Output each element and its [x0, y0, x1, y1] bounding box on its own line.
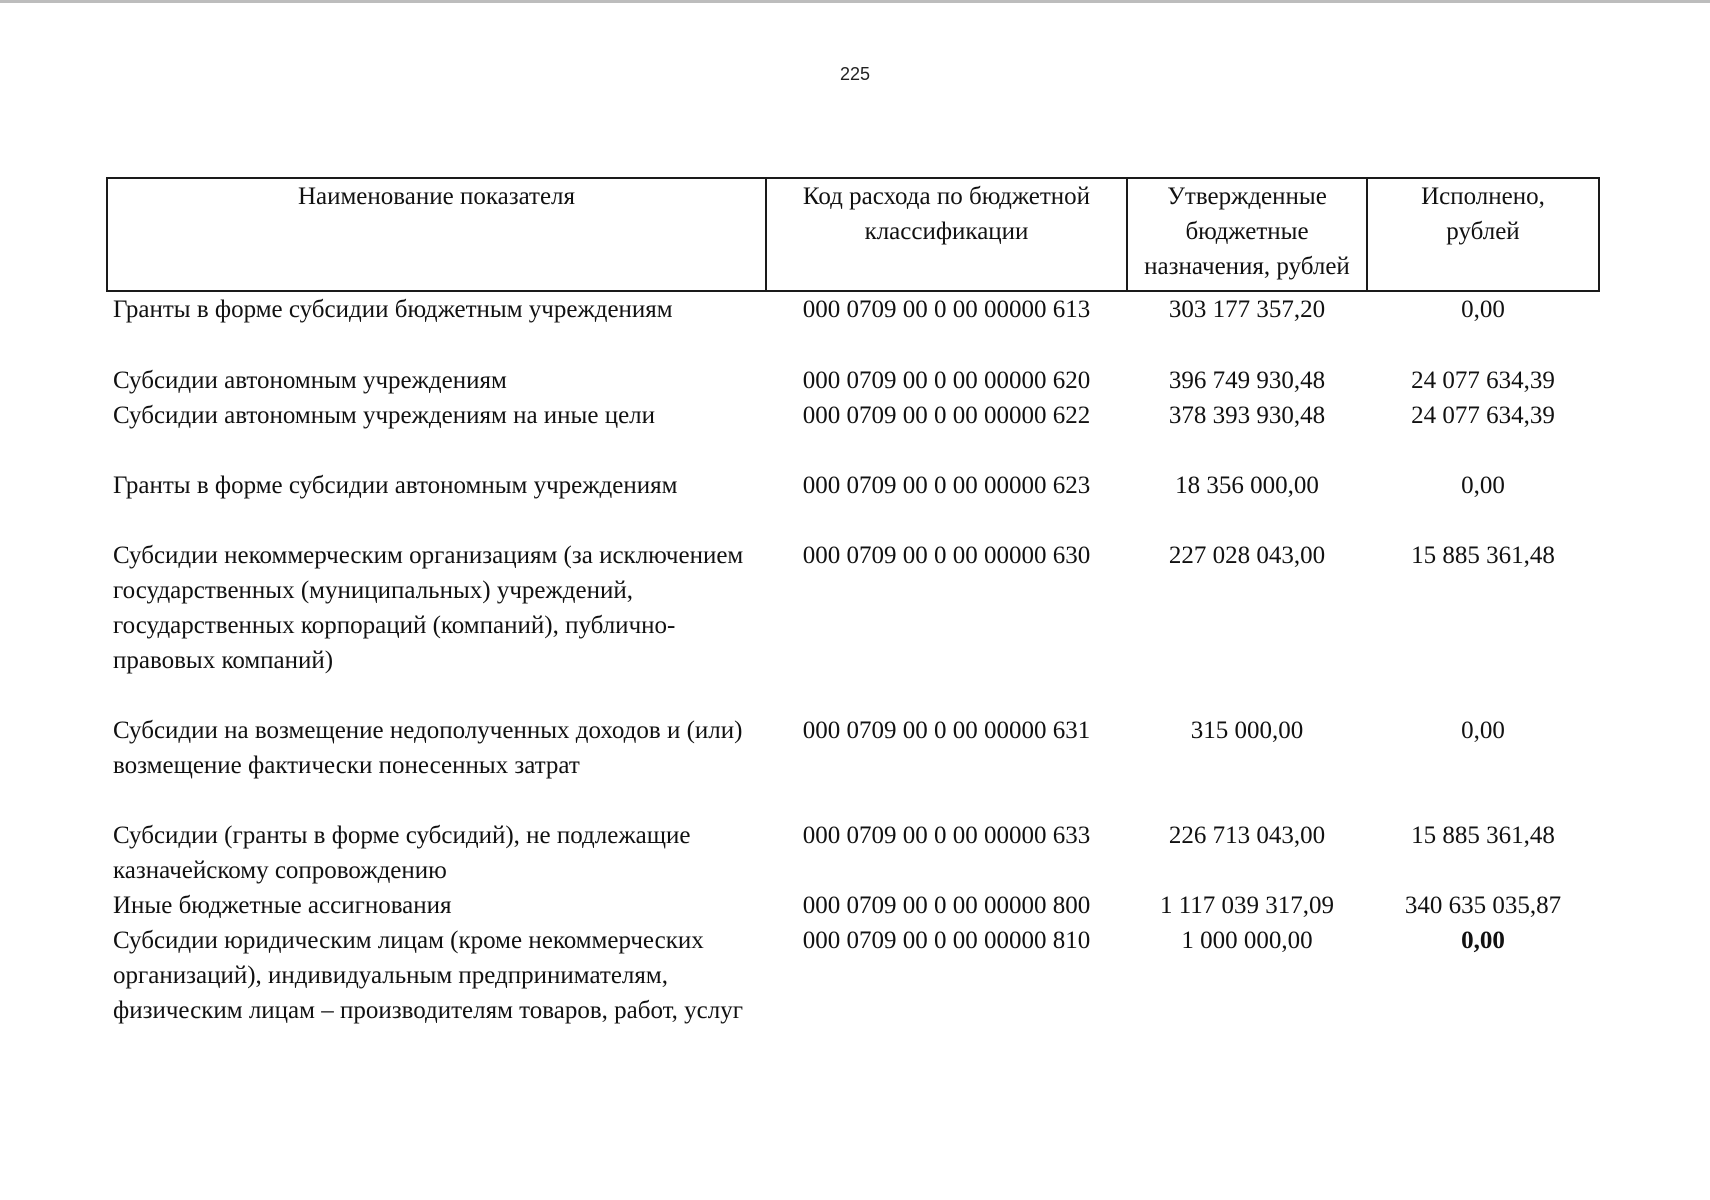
row-name: Субсидии некоммерческим организациям (за исключением государственных (муниципальных) учреждений, государственных корпораций (компаний), публично-правовых компаний)	[113, 542, 744, 674]
row-approved: 315 000,00	[1190, 717, 1304, 744]
table-row	[107, 923, 1599, 1028]
row-name: Субсидии (гранты в форме субсидий), не подлежащие казначейскому сопровождению	[113, 822, 691, 884]
table-row	[107, 713, 1599, 818]
table-row	[107, 468, 1599, 538]
row-approved: 227 028 043,00	[1168, 542, 1326, 569]
row-name: Субсидии юридическим лицам (кроме некоммерческих организаций), индивидуальным предпринимателям, физическим лицам – производителям товаров, работ, услуг	[113, 927, 744, 1024]
row-name: Субсидии автономным учреждениям	[113, 367, 507, 394]
row-name: Гранты в форме субсидии автономным учреждениям	[113, 472, 678, 499]
row-name: Субсидии автономным учреждениям на иные цели	[113, 402, 656, 429]
header-executed-amount: Исполнено, рублей	[1367, 178, 1599, 291]
header-approved-amount: Утвержденные бюджетные назначения, рублей	[1127, 178, 1367, 291]
budget-execution-table	[106, 177, 1600, 1028]
row-executed: 15 885 361,48	[1411, 542, 1555, 569]
row-name: Иные бюджетные ассигнования	[113, 892, 452, 919]
row-approved: 1 117 039 317,09	[1159, 892, 1335, 919]
row-code: 000 0709 00 0 00 00000 622	[802, 402, 1091, 429]
row-code: 000 0709 00 0 00 00000 633	[802, 822, 1091, 849]
scan-top-edge	[0, 0, 1710, 3]
table-row	[107, 291, 1599, 363]
row-executed: 0,00	[1461, 927, 1505, 954]
page-number: 225	[839, 64, 871, 84]
row-executed: 340 635 035,87	[1404, 892, 1562, 919]
row-code: 000 0709 00 0 00 00000 631	[802, 717, 1091, 744]
row-executed: 0,00	[1461, 717, 1505, 744]
table-row	[107, 538, 1599, 713]
row-approved: 303 177 357,20	[1168, 296, 1326, 323]
row-code: 000 0709 00 0 00 00000 623	[802, 472, 1091, 499]
row-approved: 226 713 043,00	[1168, 822, 1326, 849]
table-header	[107, 178, 1599, 291]
table-row	[107, 818, 1599, 888]
row-executed: 15 885 361,48	[1411, 822, 1555, 849]
table-row	[107, 363, 1599, 398]
table-body	[107, 291, 1599, 1028]
row-executed: 0,00	[1461, 296, 1505, 323]
row-approved: 1 000 000,00	[1181, 927, 1313, 954]
row-code: 000 0709 00 0 00 00000 800	[802, 892, 1091, 919]
table-row	[107, 888, 1599, 923]
row-code: 000 0709 00 0 00 00000 613	[802, 296, 1091, 323]
row-name: Субсидии на возмещение недополученных доходов и (или) возмещение фактически понесенных затрат	[113, 717, 743, 779]
row-code: 000 0709 00 0 00 00000 810	[802, 927, 1091, 954]
header-expense-code: Код расхода по бюджетной классификации	[766, 178, 1127, 291]
row-code: 000 0709 00 0 00 00000 630	[802, 542, 1091, 569]
row-approved: 396 749 930,48	[1168, 367, 1326, 394]
header-indicator-name: Наименование показателя	[107, 178, 766, 291]
row-executed: 24 077 634,39	[1411, 402, 1555, 429]
row-executed: 0,00	[1461, 472, 1505, 499]
table-row	[107, 398, 1599, 468]
row-approved: 18 356 000,00	[1175, 472, 1319, 499]
row-code: 000 0709 00 0 00 00000 620	[802, 367, 1091, 394]
row-approved: 378 393 930,48	[1168, 402, 1326, 429]
row-executed: 24 077 634,39	[1411, 367, 1555, 394]
row-name: Гранты в форме субсидии бюджетным учреждениям	[113, 296, 673, 323]
